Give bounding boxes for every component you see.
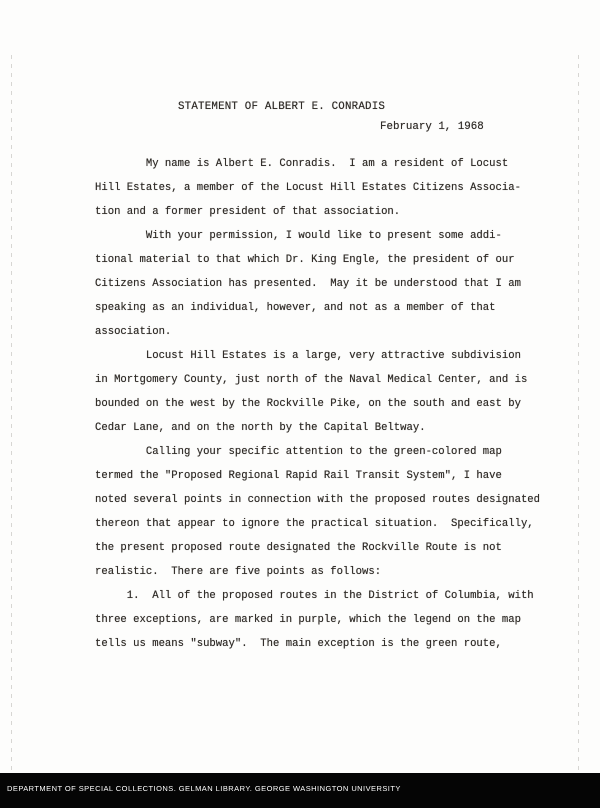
document-line: three exceptions, are marked in purple, which the legend on the map xyxy=(95,614,521,626)
document-line: tion and a former president of that association. xyxy=(95,206,401,218)
document-line: tional material to that which Dr. King Engle, the president of our xyxy=(95,254,515,266)
document-title: STATEMENT OF ALBERT E. CONRADIS xyxy=(178,101,386,113)
document-line: association. xyxy=(95,326,172,338)
document-line: the present proposed route designated the Rockville Route is not xyxy=(95,542,502,554)
document-body xyxy=(95,152,540,656)
page-scan-edge-left xyxy=(11,55,12,771)
document-line: in Mortgomery County, just north of the Naval Medical Center, and is xyxy=(95,374,528,386)
document-line: Hill Estates, a member of the Locust Hill Estates Citizens Associa- xyxy=(95,182,521,194)
document-line: Locust Hill Estates is a large, very attractive subdivision xyxy=(95,350,521,362)
document-line: Citizens Association has presented. May it be understood that I am xyxy=(95,278,521,290)
document-line: noted several points in connection with the proposed routes designated xyxy=(95,494,541,506)
document-date: February 1, 1968 xyxy=(380,121,484,133)
document-line: tells us means "subway". The main exception is the green route, xyxy=(95,638,502,650)
document-line: My name is Albert E. Conradis. I am a resident of Locust xyxy=(95,158,509,170)
document-line: bounded on the west by the Rockville Pike, on the south and east by xyxy=(95,398,521,410)
archive-footer-text: DEPARTMENT OF SPECIAL COLLECTIONS. GELMAN LIBRARY. GEORGE WASHINGTON UNIVERSITY xyxy=(7,784,401,793)
document-line: termed the "Proposed Regional Rapid Rail Transit System", I have xyxy=(95,470,502,482)
document-line: Calling your specific attention to the green-colored map xyxy=(95,446,502,458)
document-line: 1. All of the proposed routes in the District of Columbia, with xyxy=(95,590,534,602)
archive-footer-bar xyxy=(0,773,600,808)
document-line: With your permission, I would like to present some addi- xyxy=(95,230,502,242)
document-line: speaking as an individual, however, and not as a member of that xyxy=(95,302,496,314)
document-line: realistic. There are five points as follows: xyxy=(95,566,382,578)
document-line: Cedar Lane, and on the north by the Capital Beltway. xyxy=(95,422,426,434)
document-line: thereon that appear to ignore the practical situation. Specifically, xyxy=(95,518,534,530)
page-scan-edge-right xyxy=(578,55,579,771)
